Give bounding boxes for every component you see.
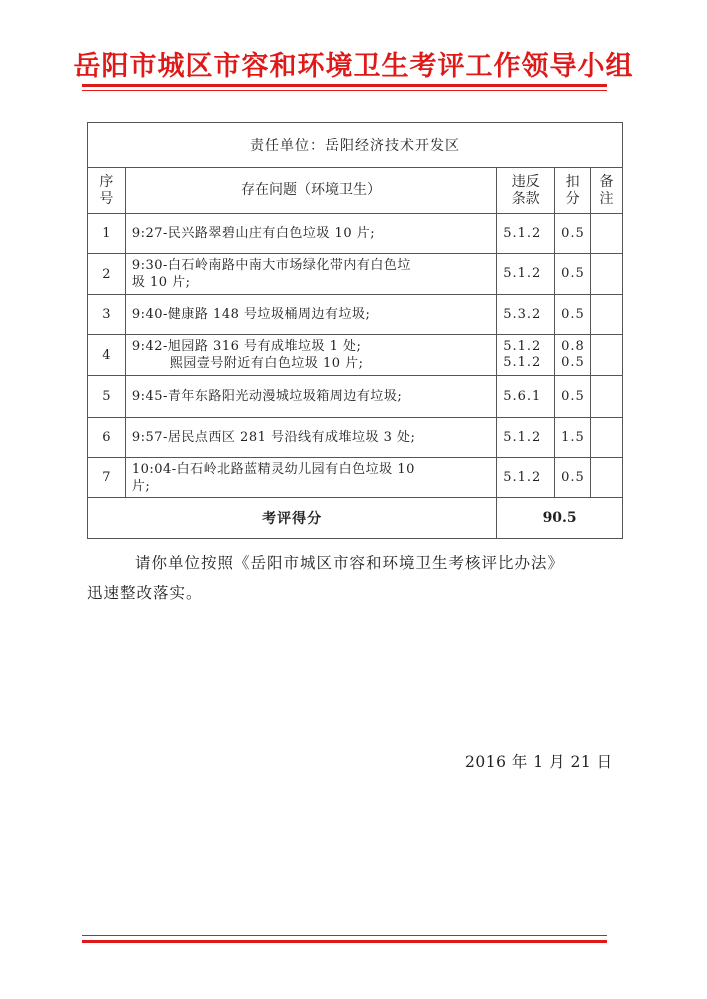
header-clause-line1: 违反 (511, 173, 540, 190)
row-note (591, 214, 623, 254)
row-issue (125, 335, 496, 376)
row-clause (497, 458, 555, 498)
issue-line: 熙园壹号附近有白色垃圾 10 片; (169, 356, 364, 371)
total-score: 90.5 (497, 498, 623, 539)
row-deduct (555, 214, 591, 254)
row-no: 5 (88, 376, 126, 418)
header-clause (497, 168, 555, 214)
row-note (591, 376, 623, 418)
row-issue (125, 458, 496, 498)
document-date: 2016 年 1 月 21 日 (465, 753, 613, 771)
header-note-line2: 注 (599, 190, 614, 207)
row-note (591, 335, 623, 376)
row-issue (125, 418, 496, 458)
deduct-value: 0.5 (561, 225, 585, 241)
document-header-title: 岳阳市城区市容和环境卫生考评工作领导小组 (73, 51, 634, 82)
clause-value: 5.1.2 (503, 339, 542, 354)
deduct-value: 0.5 (561, 266, 585, 281)
total-row (88, 498, 623, 539)
row-deduct (555, 458, 591, 498)
deduct-value: 0.5 (561, 469, 585, 485)
table-row (88, 376, 623, 418)
deduct-value: 0.5 (561, 306, 585, 322)
footer-rule-thick (82, 940, 607, 943)
row-clause (497, 214, 555, 254)
row-note (591, 295, 623, 335)
clause-value: 5.1.2 (503, 469, 542, 485)
issue-line: 片; (131, 478, 151, 494)
clause-value: 5.3.2 (503, 306, 542, 322)
header-no-line2: 号 (99, 190, 114, 207)
row-issue (125, 214, 496, 254)
deduct-value: 1.5 (561, 429, 585, 445)
deduct-value: 0.5 (561, 388, 585, 404)
row-clause (497, 376, 555, 418)
table-row (88, 418, 623, 458)
deduct-value: 0.5 (561, 355, 585, 370)
table-row (88, 458, 623, 498)
issue-line: 9:45-青年东路阳光动漫城垃圾箱周边有垃圾; (131, 389, 403, 404)
row-note (591, 254, 623, 295)
row-no: 1 (88, 214, 126, 254)
clause-value: 5.6.1 (503, 388, 542, 404)
header-deduct (555, 168, 591, 214)
clause-value: 5.1.2 (503, 225, 542, 241)
row-deduct (555, 335, 591, 376)
row-deduct (555, 254, 591, 295)
issue-line: 圾 10 片; (131, 275, 191, 290)
table-row (88, 214, 623, 254)
header-note-line1: 备 (599, 173, 614, 190)
row-issue (125, 295, 496, 335)
header-deduct-line1: 扣 (565, 173, 580, 190)
row-clause (497, 254, 555, 295)
row-note (591, 458, 623, 498)
header-no-line1: 序 (99, 173, 114, 190)
clause-value: 5.1.2 (503, 429, 542, 445)
row-issue (125, 376, 496, 418)
table-header-row (88, 168, 623, 214)
table-row (88, 335, 623, 376)
inspection-table (87, 122, 623, 539)
header-clause-line2: 条款 (511, 190, 540, 207)
footer-rule-thin (82, 935, 607, 936)
instruction-line2: 迅速整改落实。 (87, 584, 203, 602)
row-deduct (555, 376, 591, 418)
responsible-unit: 责任单位：岳阳经济技术开发区 (88, 123, 623, 168)
row-no: 2 (88, 254, 126, 295)
issue-line: 9:30-白石岭南路中南大市场绿化带内有白色垃 (131, 258, 411, 273)
row-issue (125, 254, 496, 295)
header-rule-thick (82, 84, 607, 87)
clause-value: 5.1.2 (503, 266, 542, 281)
header-rule-thin (82, 90, 607, 91)
row-no: 6 (88, 418, 126, 458)
header-deduct-line2: 分 (565, 190, 580, 207)
row-deduct (555, 418, 591, 458)
row-clause (497, 295, 555, 335)
deduct-value: 0.8 (561, 339, 585, 354)
row-clause (497, 335, 555, 376)
instruction-paragraph (87, 548, 627, 608)
row-no: 3 (88, 295, 126, 335)
row-note (591, 418, 623, 458)
issue-line: 9:40-健康路 148 号垃圾桶周边有垃圾; (131, 307, 371, 322)
table-row (88, 254, 623, 295)
header-no (88, 168, 126, 214)
header-issue: 存在问题（环境卫生） (125, 168, 496, 214)
issue-line: 9:57-居民点西区 281 号沿线有成堆垃圾 3 处; (131, 430, 416, 445)
row-clause (497, 418, 555, 458)
responsible-unit-row (88, 123, 623, 168)
instruction-line1: 请你单位按照《岳阳市城区市容和环境卫生考核评比办法》 (135, 554, 565, 572)
issue-line: 9:42-旭园路 316 号有成堆垃圾 1 处; (131, 339, 362, 354)
row-no: 7 (88, 458, 126, 498)
issue-line: 9:27-民兴路翠碧山庄有白色垃圾 10 片; (131, 226, 376, 241)
row-no: 4 (88, 335, 126, 376)
row-deduct (555, 295, 591, 335)
clause-value: 5.1.2 (503, 355, 542, 370)
table-row (88, 295, 623, 335)
header-note (591, 168, 623, 214)
issue-line: 10:04-白石岭北路蓝精灵幼儿园有白色垃圾 10 (131, 461, 415, 477)
total-label: 考评得分 (88, 498, 497, 539)
